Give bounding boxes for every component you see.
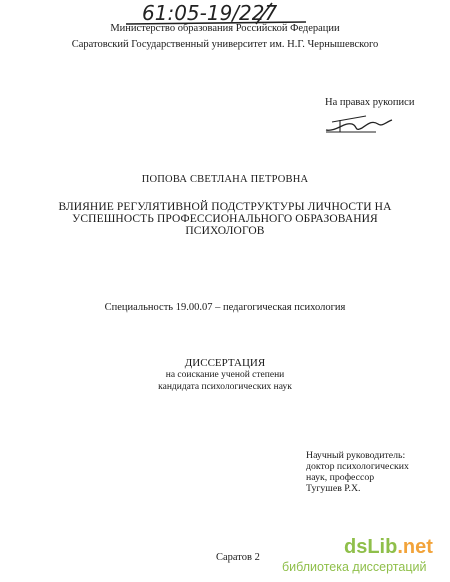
signature-icon xyxy=(322,110,402,136)
title-line-2: УСПЕШНОСТЬ ПРОФЕССИОНАЛЬНОГО ОБРАЗОВАНИЯ xyxy=(72,213,378,225)
supervisor-label: Научный руководитель: xyxy=(306,450,406,461)
dissertation-title xyxy=(0,201,450,237)
stamp-text: 61:05-19/227 xyxy=(142,1,278,25)
watermark-logo xyxy=(344,536,433,559)
watermark-subtitle: библиотека диссертаций xyxy=(282,560,427,574)
handwritten-signature xyxy=(322,110,402,136)
specialty-line: Специальность 19.00.07 – педагогическая психология xyxy=(104,302,346,313)
supervisor-name: Тугушев Р.Х. xyxy=(306,483,361,494)
title-line-3: ПСИХОЛОГОВ xyxy=(185,225,265,237)
dslib-watermark xyxy=(274,534,450,582)
ministry-line: Министерство образования Российской Федерации xyxy=(110,23,340,34)
supervisor-block xyxy=(306,450,409,494)
watermark-logo-left: dsLib xyxy=(344,536,398,558)
candidate-line: кандидата психологических наук xyxy=(158,382,292,392)
manuscript-rights-label: На правах рукописи xyxy=(325,97,415,108)
supervisor-title-1: доктор психологических xyxy=(306,461,409,472)
author-name: ПОПОВА СВЕТЛАНА ПЕТРОВНА xyxy=(141,174,309,185)
supervisor-title-2: наук, профессор xyxy=(306,472,375,483)
city-year: Саратов 2 xyxy=(216,552,260,563)
degree-line: на соискание ученой степени xyxy=(165,370,285,380)
title-line-1: ВЛИЯНИЕ РЕГУЛЯТИВНОЙ ПОДСТРУКТУРЫ ЛИЧНОСТИ НА xyxy=(58,201,392,213)
university-line: Саратовский Государственный университет им. Н.Г. Чернышевского xyxy=(71,39,379,50)
watermark-logo-right: .net xyxy=(397,536,433,558)
dissertation-heading: ДИССЕРТАЦИЯ xyxy=(184,357,266,369)
